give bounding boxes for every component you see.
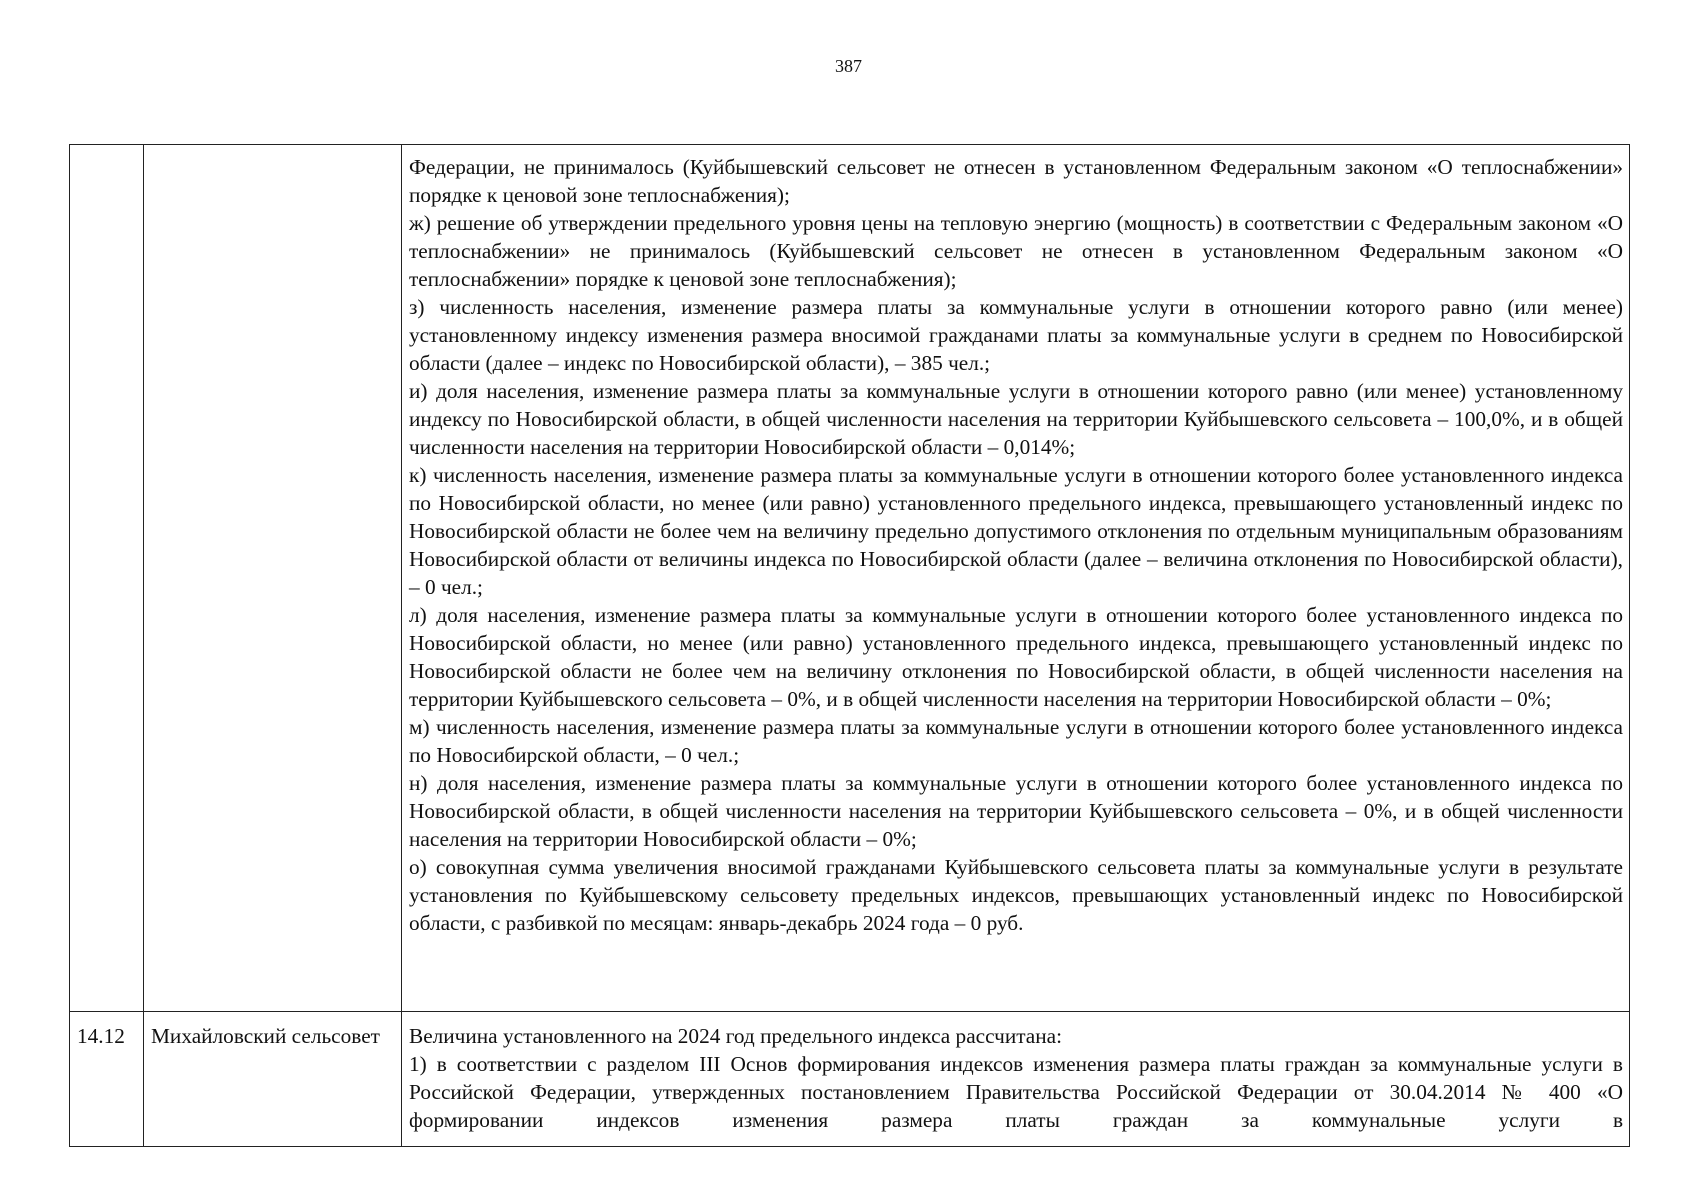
paragraph-m: м) численность населения, изменение размера платы за коммунальные услуги в отношении которого более установленного индекса по Новосибирской области, – 0 чел.; [409, 715, 1623, 767]
paragraph-k: к) численность населения, изменение размера платы за коммунальные услуги в отношении которого более установленного индекса по Новосибирской области, но менее (или равно) установленного предельного индекса, превышающего установленный индекс по Новосибирской области не более чем на величину предельно допустимого отклонения по отдельным муниципальным образованиям Новосибирской области от величины индекса по Новосибирской области (далее – величина отклонения по Новосибирской области), – 0 чел.; [409, 463, 1623, 599]
paragraph-n: н) доля населения, изменение размера платы за коммунальные услуги в отношении которого более установленного индекса по Новосибирской области, в общей численности населения на территории Куйбышевского сельсовета – 0%, и в общей численности населения на территории Новосибирской области – 0%; [409, 771, 1623, 851]
paragraph-1: 1) в соответствии с разделом III Основ формирования индексов изменения размера платы граждан за коммунальные услуги в Российской Федерации, утвержденных постановлением Правительства Российской Федерации от 30.04.2014 № 400 «О формировании индексов изменения размера платы граждан за коммунальные услуги в [409, 1052, 1623, 1132]
paragraph-zh: ж) решение об утверждении предельного уровня цены на тепловую энергию (мощность) в соответствии с Федеральным законом «О теплоснабжении» не принималось (Куйбышевский сельсовет не отнесен в установленном Федеральным законом «О теплоснабжении» порядке к ценовой зоне теплоснабжения); [409, 211, 1623, 291]
paragraph-intro: Величина установленного на 2024 год предельного индекса рассчитана: [409, 1024, 1063, 1048]
municipality-name-cell [144, 145, 402, 1012]
municipality-name-cell: Михайловский сельсовет [144, 1012, 402, 1147]
description-cell [402, 1012, 1630, 1147]
paragraph-i: и) доля населения, изменение размера платы за коммунальные услуги в отношении которого равно (или менее) установленному индексу по Новосибирской области, в общей численности населения на территории Куйбышевского сельсовета – 100,0%, и в общей численности населения на территории Новосибирской области – 0,014%; [409, 379, 1623, 459]
row-number-cell [70, 145, 144, 1012]
description-cell [402, 145, 1630, 1012]
table-row [70, 1012, 1630, 1147]
paragraph-l: л) доля населения, изменение размера платы за коммунальные услуги в отношении которого более установленного индекса по Новосибирской области, но менее (или равно) установленного предельного индекса, превышающего установленный индекс по Новосибирской области не более чем на величину отклонения по Новосибирской области, в общей численности населения на территории Куйбышевского сельсовета – 0%, и в общей численности населения на территории Новосибирской области – 0%; [409, 603, 1623, 711]
paragraph-continuation: Федерации, не принималось (Куйбышевский сельсовет не отнесен в установленном Федеральным законом «О теплоснабжении» порядке к ценовой зоне теплоснабжения); [409, 155, 1623, 207]
table-row [70, 145, 1630, 1012]
municipality-table [69, 144, 1630, 1147]
paragraph-z: з) численность населения, изменение размера платы за коммунальные услуги в отношении которого равно (или менее) установленному индексу изменения размера вносимой гражданами платы за коммунальные услуги в среднем по Новосибирской области (далее – индекс по Новосибирской области), – 385 чел.; [409, 295, 1623, 375]
row-number-cell: 14.12 [70, 1012, 144, 1147]
page-number: 387 [835, 56, 862, 76]
paragraph-o: о) совокупная сумма увеличения вносимой гражданами Куйбышевского сельсовета платы за коммунальные услуги в результате установления по Куйбышевскому сельсовету предельных индексов, превышающих установленный индекс по Новосибирской области, с разбивкой по месяцам: январь-декабрь 2024 года – 0 руб. [409, 855, 1623, 935]
